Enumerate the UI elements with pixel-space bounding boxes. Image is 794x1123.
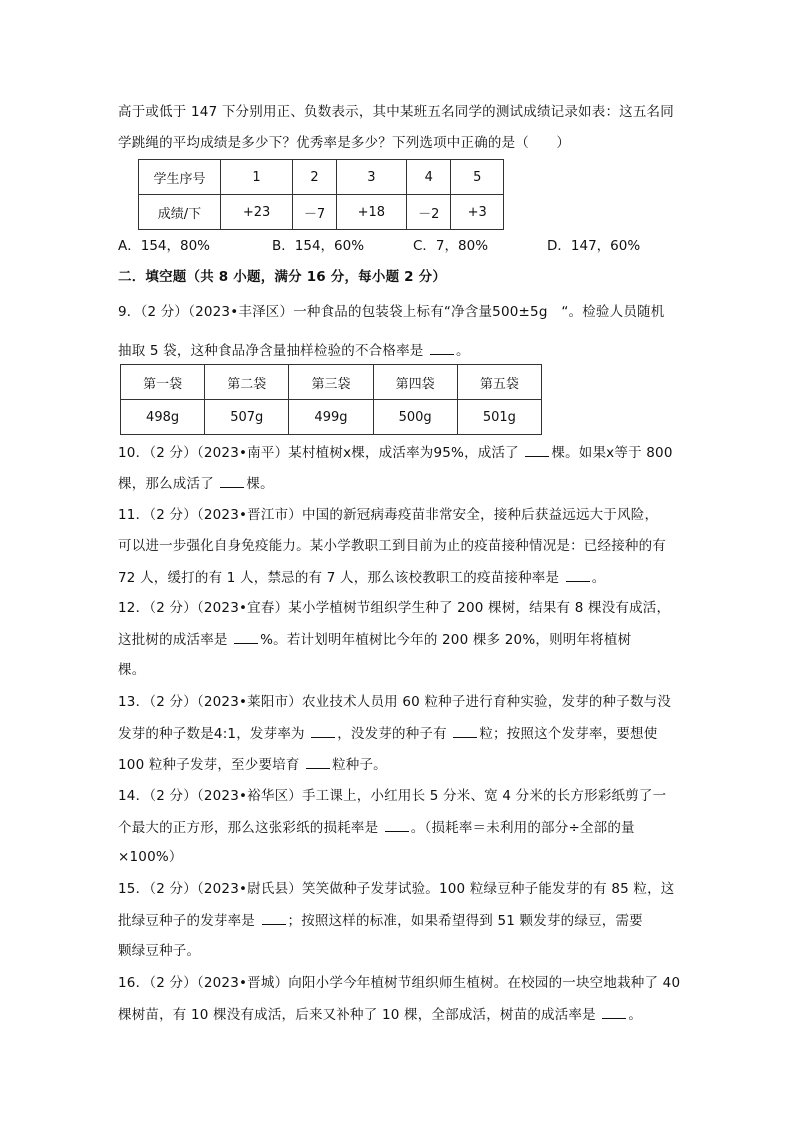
q11-text-end: 。 [591,570,606,586]
score-table-cell: 成绩/下 [139,195,221,230]
q16-text-end: 。 [628,1007,643,1023]
score-table-cell: －7 [293,195,337,230]
score-table-header-row [139,160,504,195]
q13-text-mid: ，没发芽的种子有 [337,726,452,742]
score-table-header-cell: 5 [451,160,504,195]
choice-b: B．154，60% [272,238,365,254]
bag-table-cell: 500g [373,400,457,435]
answer-blank[interactable] [311,723,335,738]
q15-text: 批绿豆种子的发芽率是 [118,913,260,929]
q12-text: 这批树的成活率是 [118,632,233,648]
answer-blank[interactable] [602,1004,626,1019]
score-table-header-cell: 学生序号 [139,160,221,195]
answer-blank[interactable] [306,754,330,769]
q16-line-1: 16．（2 分）（2023•晋城）向阳小学今年植树节组织师生植树。在校园的一块空地栽种了 40 [118,975,681,991]
score-table-cell: +23 [220,195,292,230]
choice-d: D．147，60% [547,238,641,254]
q10-text-2: 棵，那么成活了 [118,476,219,492]
score-table-header-cell: 1 [220,160,292,195]
choice-c: C．7，80% [413,238,489,254]
score-table-cell: －2 [407,195,451,230]
bag-table [120,364,542,435]
bag-table-cell: 507g [205,400,289,435]
q13-text-3-end: 粒种子。 [332,757,387,773]
q14-line-2 [118,817,635,838]
q14-line-1: 14．（2 分）（2023•裕华区）手工课上，小红用长 5 分米、宽 4 分米的长方形彩纸剪了一 [118,788,667,804]
bag-table-header-cell: 第三袋 [289,365,373,400]
bag-table-header-row [121,365,542,400]
score-table-cell: +18 [336,195,406,230]
q8-intro-line-1: 高于或低于 147 下分别用正、负数表示，其中某班五名同学的测试成绩记录如表：这五名同 [118,104,674,120]
answer-blank[interactable] [525,442,549,457]
q11-line-2: 可以进一步强化自身免疫能力。某小学教职工到目前为止的疫苗接种情况是：已经接种的有 [118,538,666,554]
q8-intro-line-2: 学跳绳的平均成绩是多少下？优秀率是多少？下列选项中正确的是（ ） [118,135,571,151]
score-table-row [139,195,504,230]
bag-table-cell: 498g [121,400,205,435]
q12-line-3: 棵。 [118,662,146,678]
answer-blank[interactable] [566,567,590,582]
score-table-header-cell: 4 [407,160,451,195]
answer-blank[interactable] [453,723,477,738]
bag-table-header-cell: 第二袋 [205,365,289,400]
answer-blank[interactable] [385,817,409,832]
q11-line-3 [118,567,605,588]
q13-line-3 [118,754,387,775]
bag-table-cell: 499g [289,400,373,435]
score-table [138,159,504,230]
q15-line-2 [118,910,643,931]
answer-blank[interactable] [234,629,258,644]
q15-text-end: ；按照这样的标准，如果希望得到 51 颗发芽的绿豆，需要 [287,913,643,929]
q9-text-end: 。 [455,343,470,359]
answer-blank[interactable] [262,910,286,925]
choice-a: A．154，80% [118,238,211,254]
q16-text: 棵树苗，有 10 棵没有成活，后来又补种了 10 棵，全部成活，树苗的成活率是 [118,1007,601,1023]
q13-text-end: 粒；按照这个发芽率，要想使 [479,726,658,742]
q10-text: 10．（2 分）（2023•南平）某村植树x棵，成活率为95%，成活了 [118,445,524,461]
q9-line-1: 9．（2 分）（2023•丰泽区）一种食品的包装袋上标有“净含量500±5g “。检验人员随机 [118,304,665,320]
q11-line-1: 11．（2 分）（2023•晋江市）中国的新冠病毒疫苗非常安全，接种后获益远远大于风险， [118,507,659,523]
answer-blank[interactable] [220,473,244,488]
q10-text-mid: 棵。如果x等于 800 [551,445,673,461]
q13-text: 发芽的种子数是4:1，发芽率为 [118,726,310,742]
q12-text-end: %。若计划明年植树比今年的 200 棵多 20%，则明年将植树 [260,632,632,648]
bag-table-header-cell: 第一袋 [121,365,205,400]
bag-table-row [121,400,542,435]
q12-line-1: 12．（2 分）（2023•宜春）某小学植树节组织学生种了 200 棵树，结果有 8 棵没有成活， [118,600,671,616]
bag-table-header-cell: 第四袋 [373,365,457,400]
score-table-header-cell: 2 [293,160,337,195]
q13-text-3: 100 粒种子发芽，至少要培育 [118,757,305,773]
q10-text-end: 棵。 [246,476,274,492]
q15-line-1: 15．（2 分）（2023•尉氏县）笑笑做种子发芽试验。100 粒绿豆种子能发芽的有 85 粒，这 [118,881,675,897]
q15-line-3: 颗绿豆种子。 [118,943,201,959]
bag-table-header-cell: 第五袋 [457,365,541,400]
q12-line-2 [118,629,631,650]
score-table-header-cell: 3 [336,160,406,195]
score-table-cell: +3 [451,195,504,230]
bag-table-cell: 501g [457,400,541,435]
q11-text: 72 人，缓打的有 1 人，禁忌的有 7 人，那么该校教职工的疫苗接种率是 [118,570,564,586]
q13-line-2 [118,723,657,744]
answer-blank[interactable] [430,340,454,355]
q9-line-2 [118,340,470,361]
q14-text-end: 。（损耗率＝未利用的部分÷全部的量 [410,820,635,836]
q16-line-2 [118,1004,642,1025]
q13-line-1: 13．（2 分）（2023•莱阳市）农业技术人员用 60 粒种子进行育种实验，发芽的种子数与没 [118,694,672,710]
q14-text: 个最大的正方形，那么这张彩纸的损耗率是 [118,820,383,836]
q14-line-3: ×100%） [118,849,183,865]
q9-text: 抽取 5 袋，这种食品净含量抽样检验的不合格率是 [118,343,428,359]
q10-line-1 [118,442,673,463]
q10-line-2 [118,473,274,494]
section-heading: 二．填空题（共 8 小题，满分 16 分，每小题 2 分） [118,269,447,285]
